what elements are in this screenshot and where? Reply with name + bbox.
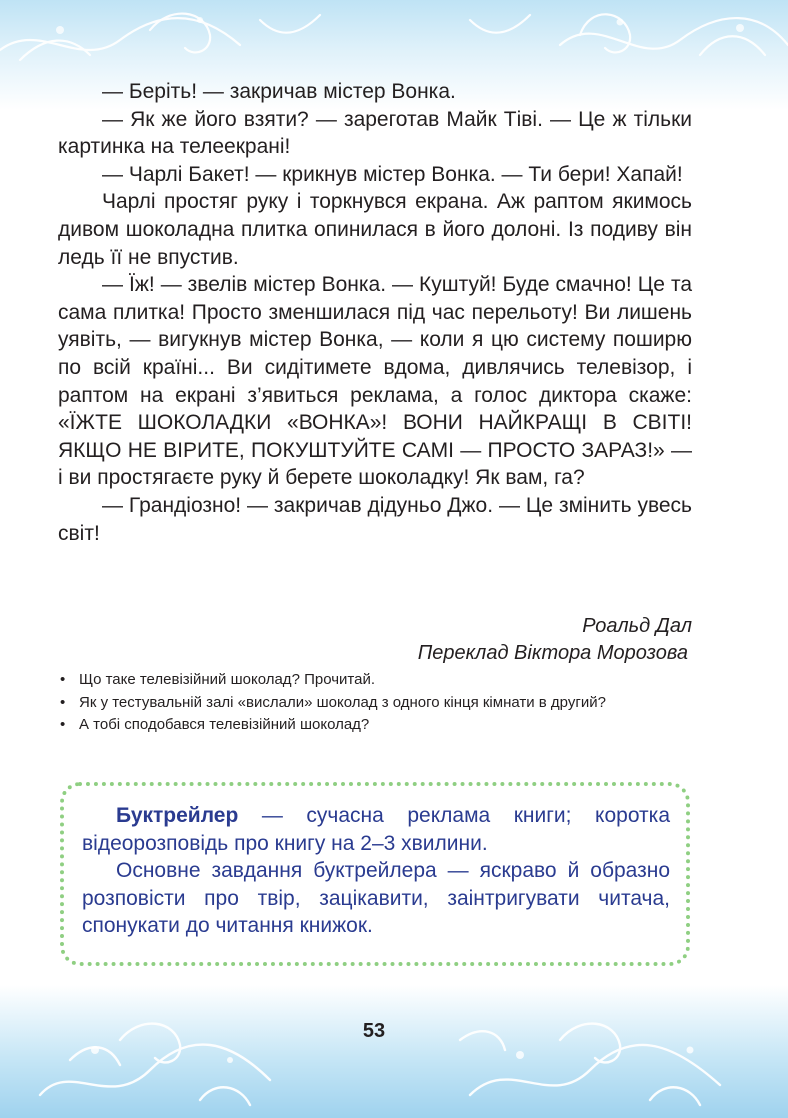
question-text: Як у тестувальній залі «вислали» шоколад з одного кінця кімнати в другий? bbox=[79, 693, 606, 711]
bullet-icon: • bbox=[60, 693, 66, 711]
list-item bbox=[58, 693, 692, 713]
list-item bbox=[58, 670, 692, 690]
story-paragraph: — Грандіозно! — закричав дідуньо Джо. — Це змінить увесь світ! bbox=[58, 493, 692, 545]
question-text: Що таке телевізійний шоколад? Прочитай. bbox=[79, 671, 375, 688]
story-paragraph: Чарлі простяг руку і торкнувся екрана. Аж раптом якимось дивом шоколадна плитка опинилася в його долоні. Із подиву він ледь її не впустив. bbox=[58, 190, 692, 269]
translator-credit: Переклад Віктора Морозова bbox=[417, 642, 688, 664]
bottom-ornament bbox=[0, 1000, 788, 1118]
info-definition-text: — сучасна реклама книги; коротка відеорозповідь про книгу на 2–3 хвилини. bbox=[82, 804, 670, 855]
bullet-icon: • bbox=[60, 716, 66, 733]
info-term: Буктрейлер bbox=[116, 804, 239, 827]
story-paragraph: — Як же його взяти? — зареготав Майк Тіві. — Це ж тільки картинка на телеекрані! bbox=[58, 107, 692, 159]
story-text bbox=[58, 78, 692, 547]
question-list bbox=[58, 670, 692, 738]
info-paragraph: Основне завдання буктрейлера — яскраво й образно розповісти про твір, зацікавити, заінтригувати читача, спонукати до читання книжок. bbox=[82, 859, 670, 937]
story-paragraph: — Їж! — звелів містер Вонка. — Куштуй! Буде смачно! Це та сама плитка! Просто зменшилася під час перельоту! Ви лишень уявіть, — вигукнув містер Вонка, — коли я цю систему поширю по всій країні... Ви сидітимете вдома, дивлячись телевізор, і раптом на екрані з’явиться реклама, а голос диктора скаже: «ЇЖТЕ ШОКОЛАДКИ «ВОНКА»! ВОНИ НАЙКРАЩІ В СВІТІ! ЯКЩО НЕ ВІРИТЕ, ПОКУШТУЙТЕ САМІ — ПРОСТО ЗАРАЗ!» — і ви простягаєте руку й берете шоколадку! Як вам, га? bbox=[58, 273, 692, 490]
info-box bbox=[82, 802, 670, 940]
author-name: Роальд Дал bbox=[582, 615, 692, 637]
story-paragraph: — Чарлі Бакет! — крикнув містер Вонка. — Ти бери! Хапай! bbox=[102, 162, 683, 186]
story-paragraph: — Беріть! — закричав містер Вонка. bbox=[102, 80, 456, 103]
top-ornament bbox=[0, 0, 788, 80]
question-text: А тобі сподобався телевізійний шоколад? bbox=[79, 716, 370, 733]
list-item bbox=[58, 715, 692, 735]
info-definition bbox=[82, 802, 670, 857]
page-number: 53 bbox=[362, 1020, 386, 1042]
bullet-icon: • bbox=[60, 671, 66, 688]
